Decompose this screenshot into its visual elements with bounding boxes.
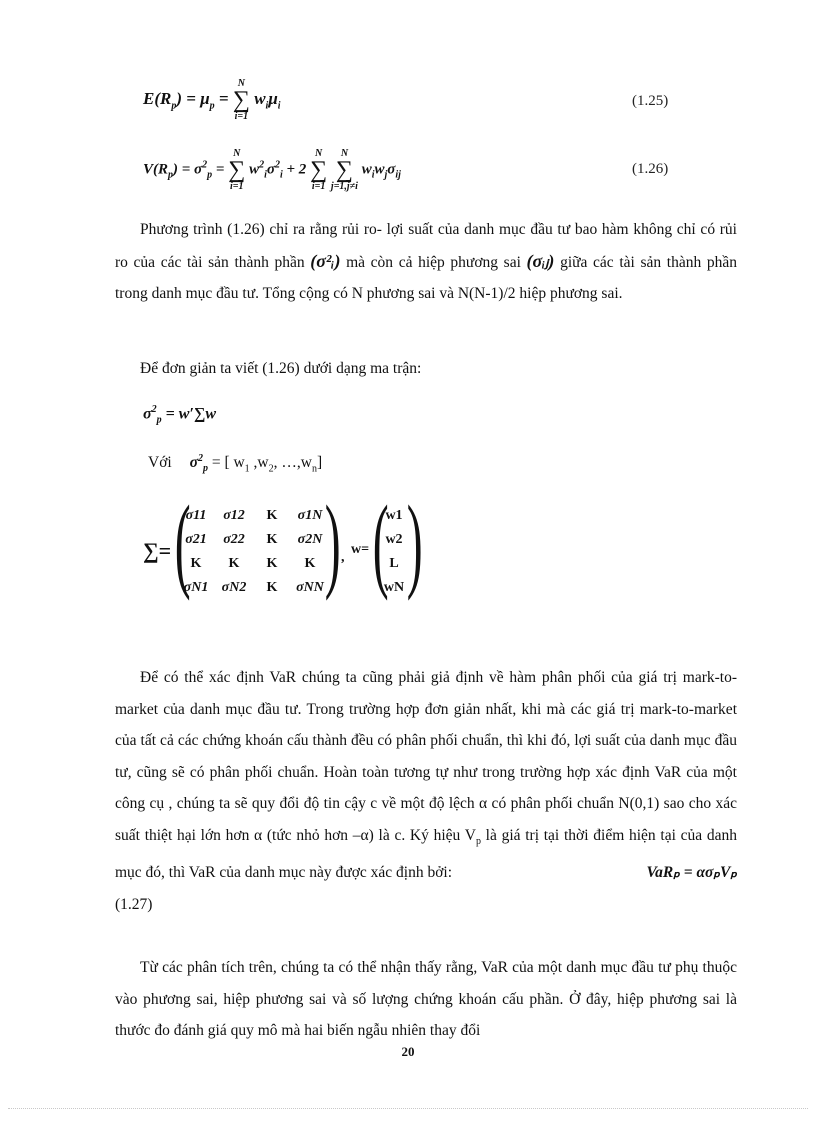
paragraph-2 (115, 353, 737, 385)
matrix-form-equation (143, 404, 216, 426)
matrix-cell: σ1N (297, 508, 323, 523)
matrix-eq-rhs: = w′∑w (161, 405, 216, 423)
matrix-cell: K (228, 556, 240, 571)
matrix-eq-lhs-sub: p (156, 414, 162, 426)
w-vector-label: w= (351, 542, 370, 557)
eq126-term2b-sub: j (384, 169, 388, 181)
paragraph4-text: Từ các phân tích trên, chúng ta có thể nhận thấy rằng, VaR của một danh mục đầu tư phụ thuộc vào phương sai, hiệp phương sai và số lượng chứng khoán cấu phần. Ở đây, hiệp phương sai là thước đo đánh giá quy mô mà hai biến ngẫu nhiên thay đổi (115, 959, 737, 1039)
matrix-comma: , (341, 550, 345, 565)
with-label: Với (148, 454, 172, 472)
equation-1-26 (143, 148, 401, 192)
w-vector-cell: L (389, 556, 399, 571)
with-sep1: ,w (249, 454, 269, 472)
paragraph-3 (115, 662, 737, 920)
matrix-eq-lhs: σ (143, 405, 152, 423)
equation-number-1-27: (1.27) (115, 895, 153, 913)
summation-symbol: ∑ (335, 157, 353, 183)
matrix-cell: K (266, 532, 278, 547)
w-vector-cell: wN (383, 580, 405, 595)
with-rhs-end: ] (316, 454, 323, 472)
equation-number-1-25: (1.25) (632, 93, 669, 109)
eq126-sum3-top: N (340, 148, 349, 159)
with-lhs-sup: 2 (197, 453, 203, 464)
equation-number-1-26: (1.26) (632, 161, 669, 177)
summation-symbol: ∑ (228, 157, 246, 183)
eq126-term1: w (249, 161, 260, 178)
with-lhs-group (189, 453, 212, 475)
page-number: 20 (401, 1044, 415, 1059)
matrix-cell: K (266, 580, 278, 595)
eq126-sum2 (310, 148, 327, 192)
w-vector-cell: w2 (385, 532, 403, 547)
eq125-lhs-sub: p (171, 100, 177, 112)
eq126-sum1-top: N (233, 148, 241, 159)
eq126-term2c-sub: ij (395, 169, 401, 181)
eq126-term1b: σ (266, 161, 275, 178)
summation-symbol: ∑ (310, 157, 328, 183)
paragraph3-vp-sub: p (475, 835, 481, 847)
eq125-mid: ) = μ (176, 88, 210, 108)
with-w1-sub: 1 (244, 463, 250, 475)
matrix-cell: K (266, 556, 278, 571)
paragraph1-covariance-symbol: (σᵢⱼ) (526, 250, 555, 271)
paragraph2-text: Để đơn giản ta viết (1.26) dưới dạng ma trận: (140, 360, 422, 377)
eq126-term2b: w (374, 161, 385, 178)
matrix-cells (179, 508, 339, 608)
eq126-sum1 (228, 148, 245, 192)
eq125-term: w (254, 88, 266, 108)
eq126-sum3-bottom: j=1,j≠i (330, 181, 358, 192)
matrix-cell: σNN (296, 580, 324, 595)
eq125-mid-sub: p (209, 100, 215, 112)
eq125-sum-bottom: i=1 (234, 111, 249, 122)
matrix-cell: σ21 (185, 532, 207, 547)
eq126-term2-sub: i (371, 169, 375, 181)
eq125-term2-sub: i (277, 100, 281, 112)
matrix-cell: σN1 (183, 580, 209, 595)
left-paren: ( (174, 484, 191, 601)
eq126-term1-sup: 2 (259, 159, 265, 171)
paragraph-1 (115, 214, 737, 310)
summation-symbol: ∑ (232, 87, 250, 113)
paragraph1-part3: giữa các tài sản thành phần trong danh mục đầu tư. Tổng cộng có N phương sai và N(N-1)/2 hiệp phương sai. (115, 253, 737, 302)
var-formula: VaRₚ = ασₚVₚ (646, 864, 737, 882)
eq125-equals: = (214, 88, 233, 108)
eq125-lhs: E(R (143, 88, 172, 108)
paragraph1-part2: mà còn cả hiệp phương sai (340, 253, 527, 271)
eq126-term1b-sup: 2 (274, 159, 280, 171)
eq126-lhs: V(R (143, 161, 169, 178)
eq126-term1b-sub: i (279, 169, 283, 181)
with-lhs-sub: p (202, 463, 208, 475)
left-paren: ( (372, 484, 389, 601)
matrix-cell: σN2 (221, 580, 247, 595)
matrix-cell: K (266, 508, 278, 523)
eq126-mid-sub: p (207, 169, 213, 181)
eq126-plus: + 2 (282, 161, 307, 178)
eq126-term2: w (361, 161, 372, 178)
matrix-cell: σ11 (185, 508, 207, 523)
paragraph1-variance-symbol: (σ²ᵢ) (310, 250, 341, 271)
matrix-cell: σ22 (223, 532, 245, 547)
eq125-term2: μ (268, 88, 278, 108)
matrix-eq-lhs-sup: 2 (151, 404, 157, 415)
eq126-equals: = (212, 161, 229, 178)
eq126-term1-sub: i (264, 169, 267, 181)
with-rhs-start: [ w (224, 454, 245, 472)
eq126-term2c: σ (387, 161, 396, 178)
eq125-sum (233, 78, 250, 122)
with-wn-sub: n (311, 463, 317, 475)
paragraph1-part1: Phương trình (1.26) chỉ ra rằng rủi ro- lợi suất của danh mục đầu tư bao hàm không chỉ có rủi ro của các tài sản thành phần (115, 221, 737, 271)
eq126-mid-sup: 2 (202, 159, 208, 171)
eq126-sum3 (331, 148, 358, 192)
sigma-matrix-label: ∑= (143, 538, 172, 563)
equation-1-25 (143, 78, 281, 122)
paragraph3-text2: là giá trị tại thời điểm hiện tại của danh mục đó, thì VaR của danh mục này được xác định bởi: (115, 826, 737, 882)
right-paren: ) (324, 484, 341, 601)
paragraph-4 (115, 952, 737, 1047)
right-paren: ) (406, 484, 423, 601)
eq126-sum2-bottom: i=1 (311, 181, 326, 192)
eq126-sum1-bottom: i=1 (230, 181, 244, 192)
with-w2-sub: 2 (268, 463, 274, 475)
with-line (148, 453, 322, 474)
with-sep2: , …,w (273, 454, 312, 472)
paragraph3-text: Để có thể xác định VaR chúng ta cũng phải giả định về hàm phân phối của giá trị mark-to-market của danh mục đầu tư. Trong trường hợp đơn giản nhất, khi mà các giá trị mark-to-market của tất cả các chứng khoán cấu thành đều có phân phối chuẩn, thì khi đó, lợi suất của danh mục đầu tư, cũng sẽ có phân phối chuẩn. Hoàn toàn tương tự như trong trường hợp xác định VaR của một công cụ , chúng ta sẽ quy đổi độ tin cậy c về một độ lệch α có phân phối chuẩn N(0,1) sao cho xác suất thiệt hại lớn hơn α (tức nhỏ hơn –α) là c. Ký hiệu V (115, 669, 737, 844)
with-equals: = (211, 454, 225, 472)
page-bottom-divider (8, 1108, 808, 1109)
matrix-cell: K (190, 556, 202, 571)
matrix-cell: K (304, 556, 316, 571)
with-lhs: σ (189, 454, 198, 472)
eq126-sum2-top: N (315, 148, 323, 159)
matrix-cell: σ2N (297, 532, 323, 547)
eq126-lhs-sub: p (168, 169, 174, 181)
eq125-sum-top: N (237, 78, 246, 89)
matrix-cell: σ12 (223, 508, 245, 523)
eq125-term-sub: i (265, 100, 269, 112)
w-vector-cell: w1 (385, 508, 403, 523)
eq126-mid: ) = σ (173, 161, 203, 178)
